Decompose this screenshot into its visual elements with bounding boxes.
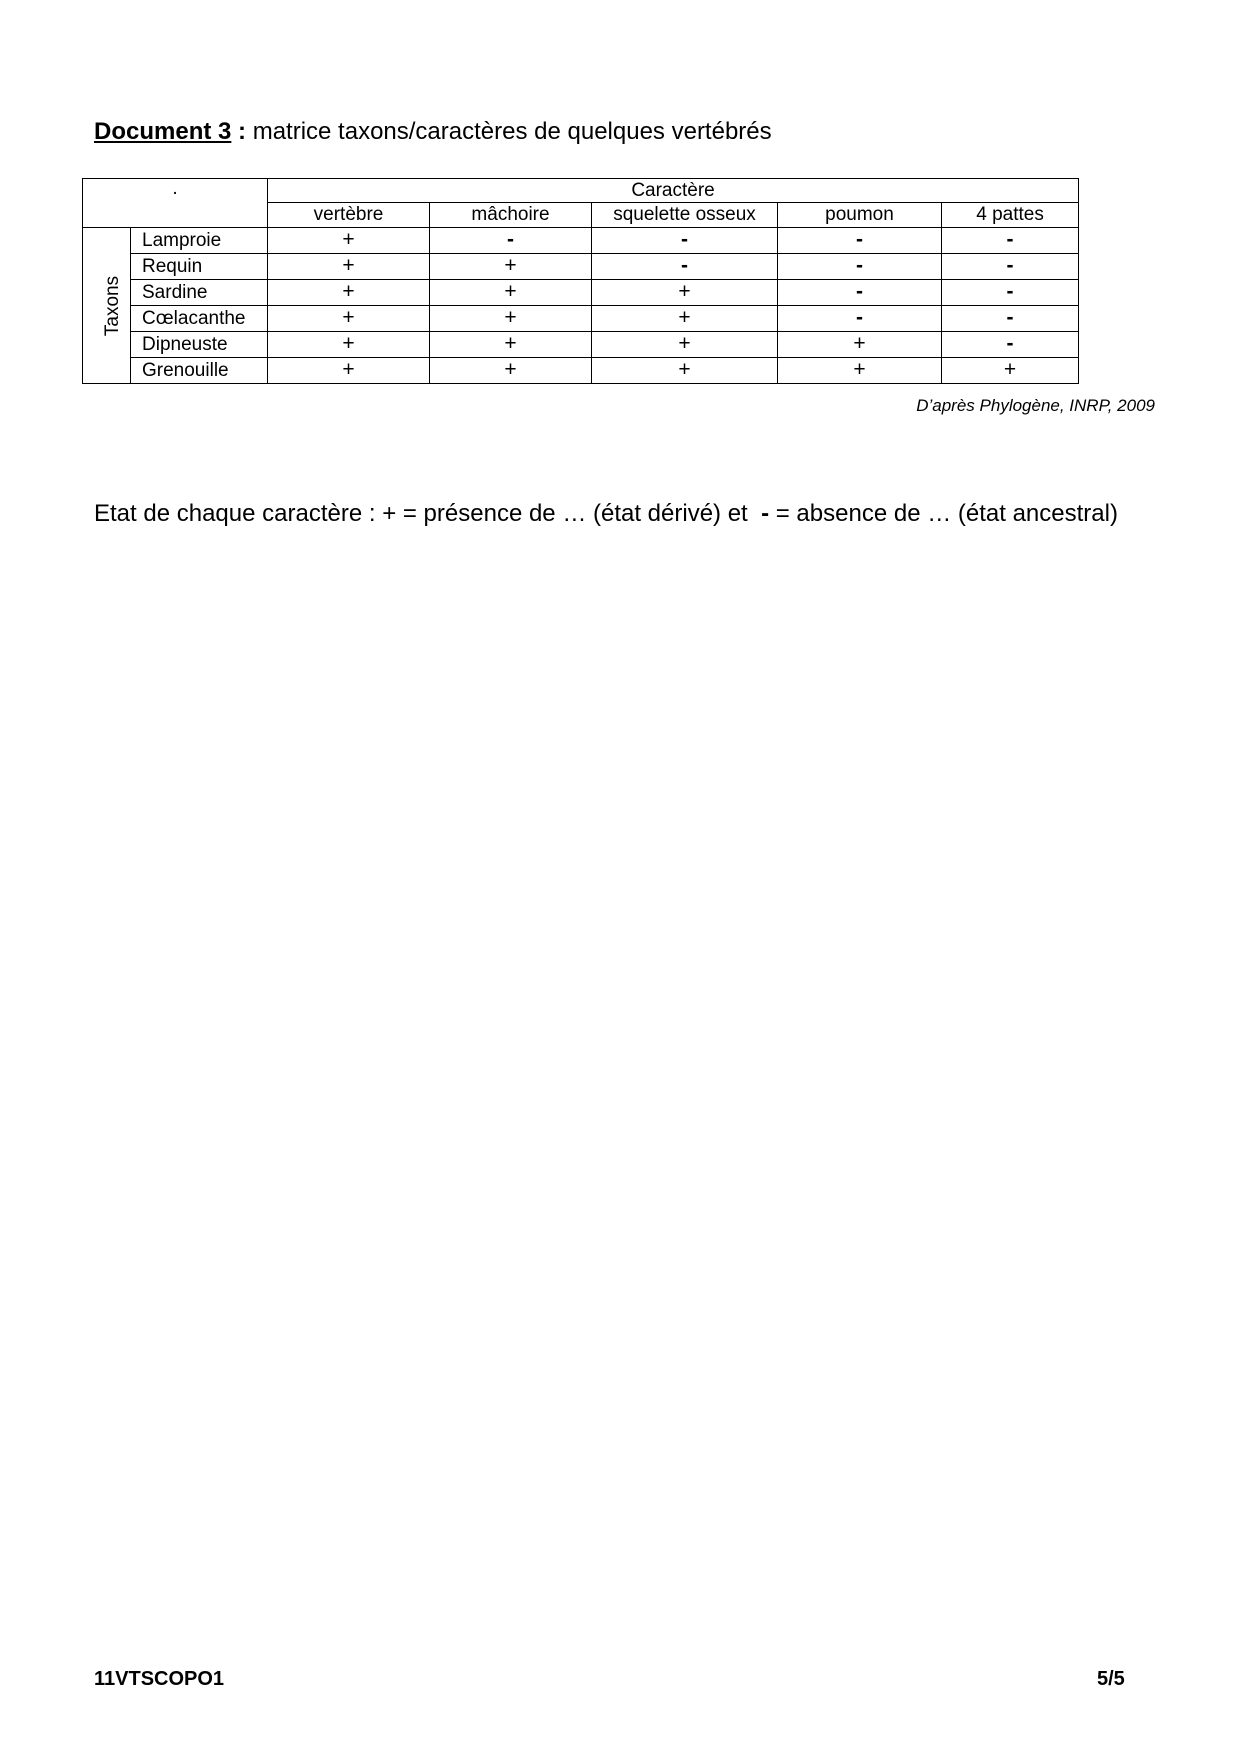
character-state: -	[430, 228, 592, 254]
corner-cell: .	[83, 179, 268, 228]
document-label: Document 3	[94, 118, 232, 145]
character-state: +	[430, 254, 592, 280]
legend-intro: Etat de chaque caractère :	[94, 500, 376, 527]
taxa-character-matrix	[82, 178, 1079, 384]
taxon-name: Cœlacanthe	[131, 306, 268, 332]
character-state: +	[268, 280, 430, 306]
source-citation: D’après Phylogène, INRP, 2009	[916, 396, 1155, 415]
column-header: 4 pattes	[942, 203, 1079, 228]
character-state: +	[592, 332, 778, 358]
row-group-cell	[83, 228, 131, 384]
column-header: poumon	[778, 203, 942, 228]
document-title-text: matrice taxons/caractères de quelques vertébrés	[252, 118, 772, 145]
character-state: -	[942, 332, 1079, 358]
column-header: mâchoire	[430, 203, 592, 228]
legend-plus-text: = présence de … (état dérivé) et	[402, 500, 748, 527]
legend-minus-text: = absence de … (état ancestral)	[775, 500, 1118, 527]
character-state: +	[430, 332, 592, 358]
document-colon: :	[238, 118, 247, 145]
footer-document-code: 11VTSCOPO1	[94, 1668, 225, 1690]
table-row	[83, 254, 1079, 280]
table-row	[83, 358, 1079, 384]
character-state: -	[942, 280, 1079, 306]
character-state: +	[778, 358, 942, 384]
character-state: -	[778, 254, 942, 280]
character-state: -	[942, 228, 1079, 254]
character-state: +	[942, 358, 1079, 384]
character-state: +	[430, 280, 592, 306]
character-state: +	[268, 228, 430, 254]
table-row	[83, 280, 1079, 306]
character-state: -	[778, 306, 942, 332]
character-state: +	[430, 306, 592, 332]
character-state: +	[592, 306, 778, 332]
taxon-name: Grenouille	[131, 358, 268, 384]
character-state: +	[778, 332, 942, 358]
character-state: +	[268, 306, 430, 332]
character-state: -	[942, 306, 1079, 332]
character-state: +	[268, 254, 430, 280]
taxon-name: Sardine	[131, 280, 268, 306]
character-state: -	[592, 228, 778, 254]
character-state: -	[942, 254, 1079, 280]
character-state: -	[592, 254, 778, 280]
document-title	[94, 117, 772, 147]
column-header: vertèbre	[268, 203, 430, 228]
character-state: +	[430, 358, 592, 384]
taxon-name: Lamproie	[131, 228, 268, 254]
character-state: -	[778, 280, 942, 306]
legend-plus-symbol: +	[382, 500, 397, 527]
legend-paragraph	[94, 498, 1154, 529]
character-state: +	[592, 358, 778, 384]
character-state: -	[778, 228, 942, 254]
character-state: +	[592, 280, 778, 306]
character-state: +	[268, 358, 430, 384]
table-row	[83, 332, 1079, 358]
taxon-name: Requin	[131, 254, 268, 280]
taxon-name: Dipneuste	[131, 332, 268, 358]
legend-minus-symbol: -	[761, 500, 770, 527]
table-row	[83, 228, 1079, 254]
group-header-caractere: Caractère	[268, 179, 1079, 203]
row-group-label: Taxons	[102, 275, 124, 336]
footer-page-number: 5/5	[1097, 1668, 1125, 1690]
character-state: +	[268, 332, 430, 358]
column-header: squelette osseux	[592, 203, 778, 228]
table-row	[83, 306, 1079, 332]
